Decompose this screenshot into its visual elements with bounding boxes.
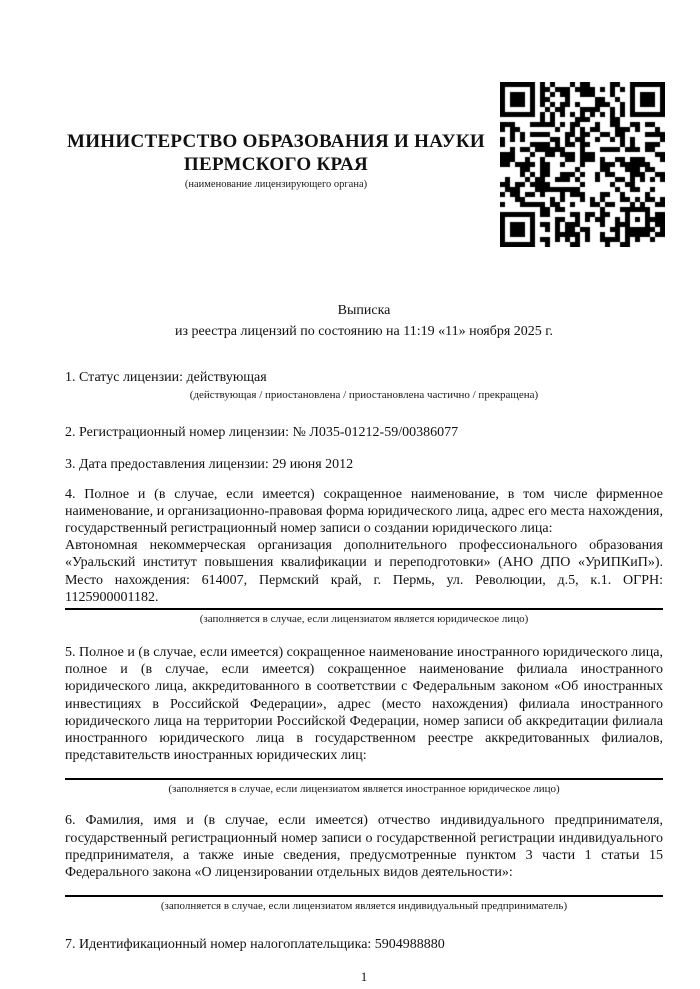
entrepreneur-value — [65, 881, 663, 893]
fill-line-rule — [65, 778, 663, 780]
fill-line-rule — [65, 608, 663, 610]
ministry-name-line1: МИНИСТЕРСТВО ОБРАЗОВАНИЯ И НАУКИ — [66, 131, 486, 152]
legal-entity-label: 4. Полное и (в случае, если имеется) сокращенное наименование, в том числе фирменное наименование, и организационно-правовая форма юридического лица, адрес его места нахождения, государственный регистрационный номер записи о создании юридического лица: — [65, 486, 663, 537]
item-6-individual-entrepreneur — [65, 812, 663, 913]
page-number: 1 — [360, 969, 368, 985]
item-7-taxpayer-number — [65, 936, 663, 953]
title-line2: из реестра лицензий по состоянию на 11:19 «11» ноября 2025 г. — [175, 324, 553, 339]
foreign-entity-caption: (заполняется в случае, если лицензиатом является иностранное юридическое лицо) — [168, 783, 560, 796]
item-5-foreign-entity — [65, 644, 663, 796]
qr-code-container — [500, 82, 665, 247]
entrepreneur-label: 6. Фамилия, имя и (в случае, если имеется) отчество индивидуального предпринимателя, государственный регистрационный номер записи о государственной регистрации индивидуального предпринимателя, а также иные сведения, предусмотренные пунктом 3 части 1 статьи 15 Федерального закона «О лицензировании отдельных видов деятельности»: — [65, 813, 663, 881]
document-body — [65, 300, 663, 985]
ministry-header — [40, 0, 512, 190]
grant-date-text: 3. Дата предоставления лицензии: 29 июня 2012 — [65, 457, 354, 473]
title-line1: Выписка — [337, 303, 391, 318]
ministry-name-line2: ПЕРМСКОГО КРАЯ — [183, 154, 369, 175]
legal-entity-value: Автономная некоммерческая организация дополнительного профессионального образования «Уральский институт повышения квалификации и переподготовки» (АНО ДПО «УрИПКиП»). Место нахождения: 614007, Пермский край, г. Пермь, ул. Революции, д.5, к.1. ОГРН: 1125900001182. — [65, 538, 663, 605]
license-status-text: 1. Статус лицензии: действующая — [65, 370, 267, 385]
registration-number-text: 2. Регистрационный номер лицензии: № Л035-01212-59/00386077 — [65, 425, 459, 441]
legal-entity-caption: (заполняется в случае, если лицензиатом является юридическое лицо) — [199, 613, 529, 626]
foreign-entity-label: 5. Полное и (в случае, если имеется) сокращенное наименование иностранного юридического лица, полное и (в случае, если имеется) сокращенное наименование филиала иностранного юридического лица, аккредитованного в соответствии с Федеральным законом «Об иностранных инвестициях в Российской Федерации», адрес (место нахождения) филиала иностранного юридического лица на территории Российской Федерации, номер записи об аккредитации филиала иностранного юридического лица в государственном реестре аккредитованных филиалов, представительств иностранных юридических лиц: — [65, 645, 663, 764]
fill-line-rule — [65, 895, 663, 897]
document-title — [65, 300, 663, 342]
foreign-entity-value — [65, 764, 663, 776]
item-1-license-status — [65, 369, 663, 402]
entrepreneur-caption: (заполняется в случае, если лицензиатом является индивидуальный предприниматель) — [160, 900, 568, 913]
item-2-registration-number — [65, 424, 663, 441]
license-status-caption: (действующая / приостановлена / приостановлена частично / прекращена) — [189, 389, 539, 402]
ministry-caption: (наименование лицензирующего органа) — [184, 179, 368, 190]
item-4-legal-entity — [65, 486, 663, 626]
taxpayer-number-text: 7. Идентификационный номер налогоплательщика: 5904988880 — [65, 937, 445, 953]
qr-code-icon — [500, 82, 665, 247]
item-3-grant-date — [65, 456, 663, 473]
